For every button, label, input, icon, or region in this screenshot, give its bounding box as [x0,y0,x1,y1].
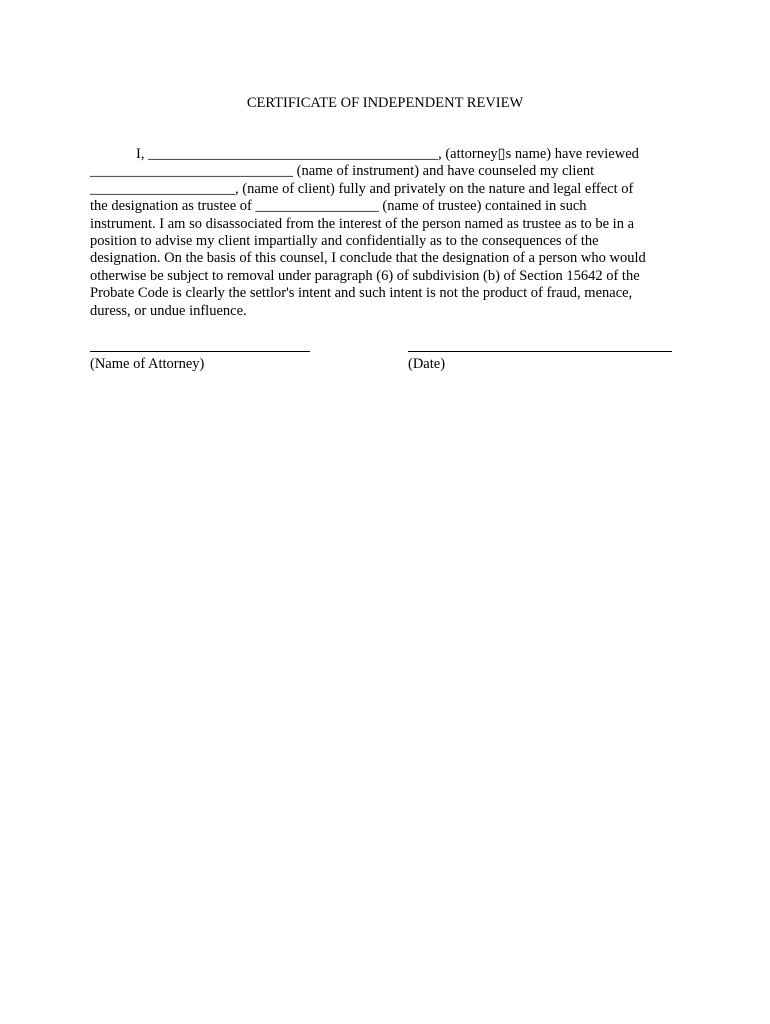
date-signature-line [408,351,672,352]
paragraph-line: designation. On the basis of this counsel, I conclude that the designation of a person who would [90,250,646,267]
paragraph-line: duress, or undue influence. [90,302,247,319]
certificate-paragraph [90,146,690,320]
document-title: CERTIFICATE OF INDEPENDENT REVIEW [246,95,524,111]
paragraph-line: the designation as trustee of _________________ (name of trustee) contained in such [90,198,587,215]
paragraph-line: ____________________________ (name of instrument) and have counseled my client [90,163,595,180]
paragraph-line: position to advise my client impartially and confidentially as to the consequences of the [90,233,599,250]
paragraph-line: I, ________________________________________, (attorney▯s name) have reviewed [136,146,639,162]
paragraph-line: instrument. I am so disassociated from the interest of the person named as trustee as to be in a [90,215,635,232]
attorney-name-label: (Name of Attorney) [90,356,205,372]
paragraph-line: Probate Code is clearly the settlor's intent and such intent is not the product of fraud, menace, [90,285,633,302]
paragraph-line: ____________________, (name of client) fully and privately on the nature and legal effect of [90,180,634,197]
date-label: (Date) [408,356,446,372]
paragraph-line: otherwise be subject to removal under paragraph (6) of subdivision (b) of Section 15642 of the [90,267,640,284]
attorney-signature-line [90,351,310,352]
